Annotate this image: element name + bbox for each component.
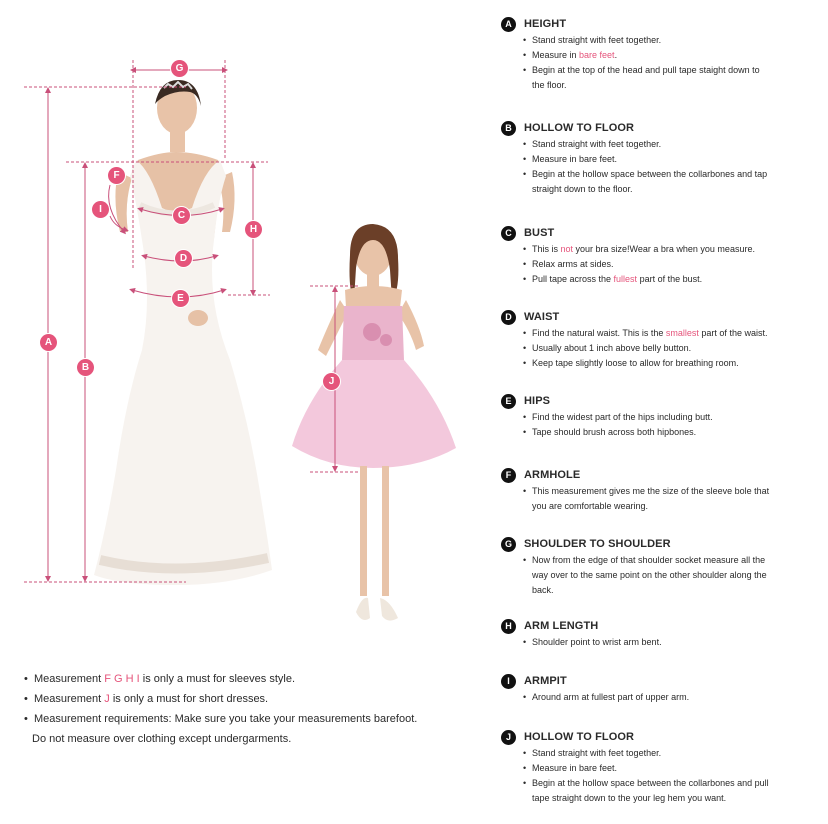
- section-armhole: [501, 467, 811, 514]
- instruction-item: • Pull tape across the fullest part of the bust.: [523, 272, 811, 287]
- instruction-item: • Now from the edge of that shoulder socket measure all the: [523, 553, 811, 568]
- section-hollow-to-floor-short: [501, 729, 811, 806]
- section-title: HIPS: [524, 395, 551, 407]
- section-arm-length: [501, 618, 811, 650]
- section-title: SHOULDER TO SHOULDER: [524, 538, 671, 550]
- instruction-item: you are comfortable wearing.: [532, 501, 649, 511]
- badge-h: H: [501, 619, 516, 634]
- instruction-item: • This is not your bra size!Wear a bra when you measure.: [523, 242, 811, 257]
- badge-f: F: [501, 468, 516, 483]
- instruction-item: • Measure in bare feet.: [523, 761, 811, 776]
- instruction-item: • Begin at the top of the head and pull tape staight down to: [523, 63, 811, 78]
- instruction-item: the floor.: [532, 80, 567, 90]
- note-line: • Measurement J is only a must for short dresses.: [24, 693, 269, 705]
- instruction-item: • Stand straight with feet together.: [523, 746, 811, 761]
- section-height: [501, 16, 811, 93]
- note-line: Do not measure over clothing except undergarments.: [32, 733, 292, 745]
- section-shoulder-to-shoulder: [501, 536, 811, 598]
- marker-i: I: [92, 201, 109, 218]
- instruction-item: • Begin at the hollow space between the collarbones and tap: [523, 167, 811, 182]
- badge-c: C: [501, 226, 516, 241]
- section-waist: [501, 309, 811, 371]
- section-hollow-to-floor: [501, 120, 811, 197]
- party-dress-figure: [292, 224, 456, 621]
- instruction-item: • Tape should brush across both hipbones.: [523, 425, 811, 440]
- section-title: ARM LENGTH: [524, 620, 599, 632]
- badge-d: D: [501, 310, 516, 325]
- section-title: HOLLOW TO FLOOR: [524, 731, 635, 743]
- instruction-item: way over to the same point on the other shoulder along the: [532, 570, 767, 580]
- section-title: ARMPIT: [524, 675, 567, 687]
- bride-figure: [94, 80, 272, 585]
- instruction-item: • Begin at the hollow space between the collarbones and pull: [523, 776, 811, 791]
- section-title: HEIGHT: [524, 18, 567, 30]
- instruction-item: back.: [532, 585, 554, 595]
- badge-e: E: [501, 394, 516, 409]
- instruction-item: • Stand straight with feet together.: [523, 33, 811, 48]
- badge-i: I: [501, 674, 516, 689]
- notes-block: [24, 669, 444, 749]
- section-hips: [501, 393, 811, 440]
- marker-j: J: [323, 373, 340, 390]
- marker-d: D: [175, 250, 192, 267]
- instruction-item: • Usually about 1 inch above belly button.: [523, 341, 811, 356]
- badge-j: J: [501, 730, 516, 745]
- marker-g: G: [171, 60, 188, 77]
- marker-c: C: [173, 207, 190, 224]
- marker-f: F: [108, 167, 125, 184]
- section-title: WAIST: [524, 311, 560, 323]
- badge-a: A: [501, 17, 516, 32]
- marker-e: E: [172, 290, 189, 307]
- instruction-item: • Find the widest part of the hips including butt.: [523, 410, 811, 425]
- section-title: HOLLOW TO FLOOR: [524, 122, 635, 134]
- instruction-item: tape straight down to the your leg hem you want.: [532, 793, 727, 803]
- instruction-item: • Stand straight with feet together.: [523, 137, 811, 152]
- badge-g: G: [501, 537, 516, 552]
- section-title: ARMHOLE: [524, 469, 581, 481]
- instruction-item: • Find the natural waist. This is the smallest part of the waist.: [523, 326, 811, 341]
- instruction-item: • Relax arms at sides.: [523, 257, 811, 272]
- measurement-illustration: [0, 0, 480, 640]
- marker-a: A: [40, 334, 57, 351]
- section-title: BUST: [524, 227, 555, 239]
- badge-b: B: [501, 121, 516, 136]
- marker-h: H: [245, 221, 262, 238]
- instruction-item: • Shoulder point to wrist arm bent.: [523, 635, 811, 650]
- note-line: • Measurement F G H I is only a must for sleeves style.: [24, 673, 296, 685]
- instruction-item: • Measure in bare feet.: [523, 152, 811, 167]
- instruction-item: • Measure in bare feet.: [523, 48, 811, 63]
- instruction-item: • Keep tape slightly loose to allow for breathing room.: [523, 356, 811, 371]
- instruction-item: • This measurement gives me the size of the sleeve bole that: [523, 484, 811, 499]
- section-bust: [501, 225, 811, 287]
- note-line: • Measurement requirements: Make sure you take your measurements barefoot.: [24, 713, 418, 725]
- section-armpit: [501, 673, 811, 705]
- instruction-item: straight down to the floor.: [532, 184, 633, 194]
- marker-b: B: [77, 359, 94, 376]
- instruction-item: • Around arm at fullest part of upper arm.: [523, 690, 811, 705]
